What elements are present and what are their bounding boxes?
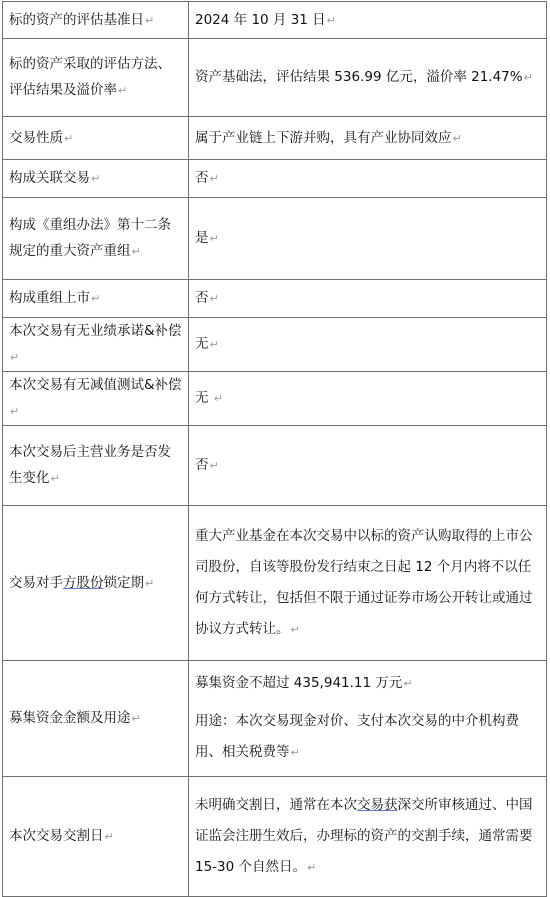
row-value <box>189 506 547 661</box>
paragraph-mark-icon: ↵ <box>131 712 141 725</box>
paragraph-mark-icon: ↵ <box>209 338 219 351</box>
row-value <box>189 661 547 777</box>
value-text-end: 深交所审核通过、中国证监会注册生效后，办理标的资产的交割手续，通常需要 15-30 个自然日。 <box>195 797 533 875</box>
row-label <box>3 39 189 117</box>
row-value <box>189 372 547 426</box>
value-paragraph <box>195 669 540 698</box>
value-text: 募集资金不超过 435,941.11 万元 <box>195 675 403 691</box>
row-label <box>3 198 189 280</box>
label-text: 募集资金金额及用途 <box>9 710 131 726</box>
paragraph-mark-icon: ↵ <box>290 746 300 759</box>
row-value <box>189 39 547 117</box>
paragraph-mark-icon: ↵ <box>326 13 336 27</box>
label-text: 标的资产的评估基准日 <box>9 11 144 28</box>
table-row <box>3 372 547 426</box>
label-text: 构成关联交易 <box>9 170 90 186</box>
row-value <box>189 280 547 318</box>
row-label <box>3 117 189 160</box>
row-value <box>189 198 547 280</box>
value-text: 2024 年 10 月 31 日 <box>195 11 326 28</box>
paragraph-mark-icon: ↵ <box>290 623 300 636</box>
label-text: 交易性质 <box>9 129 63 146</box>
table-row <box>3 160 547 198</box>
paragraph-mark-icon: ↵ <box>523 71 533 84</box>
row-label <box>3 777 189 897</box>
row-value <box>189 777 547 897</box>
value-text: 重大产业基金在本次交易中以标的资产认购取得的上市公司股份，自该等股份发行结束之日起 12 个月内将不以任何方式转让，包括但不限于通过证券市场公开转让或通过协议方式转让。 <box>195 528 533 637</box>
paragraph-mark-icon: ↵ <box>50 472 60 485</box>
value-text: 否 <box>195 170 209 186</box>
table-row <box>3 318 547 372</box>
underlined-label-text: 方股份 <box>63 574 104 591</box>
row-value <box>189 426 547 506</box>
value-paragraph <box>195 706 540 768</box>
paragraph-mark-icon: ↵ <box>131 245 141 258</box>
paragraph-mark-icon: ↵ <box>209 292 219 305</box>
row-label <box>3 506 189 661</box>
paragraph-mark-icon: ↵ <box>452 131 462 145</box>
table-row <box>3 198 547 280</box>
paragraph-mark-icon: ↵ <box>403 677 413 690</box>
paragraph-mark-icon: ↵ <box>91 292 101 305</box>
paragraph-mark-icon: ↵ <box>10 405 20 418</box>
paragraph-mark-icon: ↵ <box>145 576 155 590</box>
row-label <box>3 280 189 318</box>
label-text: 本次交易交割日 <box>9 828 104 844</box>
table-row <box>3 280 547 318</box>
value-text: 无 <box>195 390 213 406</box>
table-row <box>3 506 547 661</box>
table-row <box>3 777 547 897</box>
value-text: 否 <box>195 290 209 306</box>
value-text: 属于产业链上下游并购，具有产业协同效应 <box>195 129 452 146</box>
paragraph-mark-icon: ↵ <box>145 13 155 27</box>
paragraph-mark-icon: ↵ <box>209 172 219 185</box>
label-text: 本次交易有无减值测试&补偿 <box>9 377 182 393</box>
row-label <box>3 160 189 198</box>
value-text: 资产基础法，评估结果 536.99 亿元，溢价率 21.47% <box>195 69 523 85</box>
row-value <box>189 117 547 160</box>
label-text: 构成《重组办法》第十二条规定的重大资产重组 <box>9 217 171 259</box>
transaction-info-table <box>2 1 547 897</box>
row-label <box>3 372 189 426</box>
table-row <box>3 426 547 506</box>
row-label <box>3 661 189 777</box>
value-text: 用途：本次交易现金对价、支付本次交易的中介机构费用、相关税费等 <box>195 713 519 760</box>
value-text: 未明确交割日，通常在本次 <box>195 797 357 813</box>
value-text: 无 <box>195 336 209 352</box>
label-text-end: 锁定期 <box>103 574 144 591</box>
row-label <box>3 426 189 506</box>
table-row <box>3 2 547 39</box>
paragraph-mark-icon: ↵ <box>118 84 128 97</box>
row-label <box>3 2 189 39</box>
paragraph-mark-icon: ↵ <box>10 351 20 364</box>
label-text: 构成重组上市 <box>9 290 90 306</box>
paragraph-mark-icon: ↵ <box>104 830 114 843</box>
label-text: 本次交易有无业绩承诺&补偿 <box>9 323 182 339</box>
underlined-value-text: 交易获 <box>357 797 398 813</box>
table-row <box>3 39 547 117</box>
row-value <box>189 160 547 198</box>
label-text: 交易对手 <box>9 574 63 591</box>
paragraph-mark-icon: ↵ <box>209 232 219 245</box>
row-label <box>3 318 189 372</box>
row-value <box>189 318 547 372</box>
paragraph-mark-icon: ↵ <box>64 131 74 145</box>
paragraph-mark-icon: ↵ <box>209 459 219 472</box>
value-text: 是 <box>195 230 209 246</box>
value-text: 否 <box>195 457 209 473</box>
paragraph-mark-icon: ↵ <box>91 172 101 185</box>
label-text: 标的资产采取的评估方法、评估结果及溢价率 <box>9 56 171 98</box>
label-text: 本次交易后主营业务是否发生变化 <box>9 444 171 486</box>
table-row <box>3 117 547 160</box>
row-value <box>189 2 547 39</box>
paragraph-mark-icon: ↵ <box>213 392 224 405</box>
paragraph-mark-icon: ↵ <box>307 861 317 874</box>
table-row <box>3 661 547 777</box>
